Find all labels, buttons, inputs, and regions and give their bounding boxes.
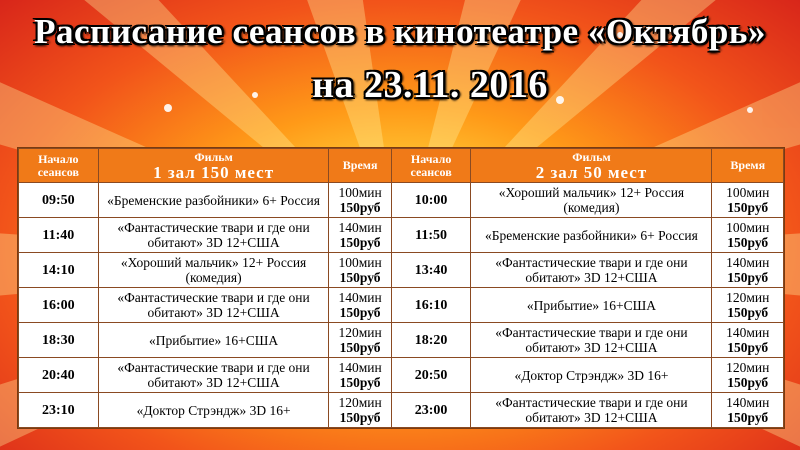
table-row <box>19 393 784 428</box>
duration-price-cell <box>712 393 784 428</box>
price: 150руб <box>727 235 769 250</box>
session-time: 14:10 <box>19 253 99 288</box>
duration: 140мин <box>726 395 770 410</box>
price: 150руб <box>339 200 381 215</box>
duration-price-cell <box>329 323 391 358</box>
duration: 120мин <box>726 360 770 375</box>
duration: 120мин <box>338 325 382 340</box>
duration: 140мин <box>726 255 770 270</box>
table-row <box>19 253 784 288</box>
page-date: на 23.11. 2016 <box>312 64 548 106</box>
film-title: «Бременские разбойники» 6+ Россия <box>98 183 329 218</box>
film-title: «Бременские разбойники» 6+ Россия <box>471 218 712 253</box>
schedule-table <box>17 147 785 429</box>
session-time: 13:40 <box>391 253 471 288</box>
price: 150руб <box>339 375 381 390</box>
duration-price-cell <box>329 253 391 288</box>
film-title: «Фантастические твари и где они обитают» 3D 12+США <box>471 253 712 288</box>
duration-price-cell <box>712 218 784 253</box>
price: 150руб <box>339 270 381 285</box>
film-title: «Прибытие» 16+США <box>471 288 712 323</box>
duration: 100мин <box>726 185 770 200</box>
duration-price-cell <box>329 393 391 428</box>
header-film-hall2 <box>471 149 712 183</box>
duration-price-cell <box>712 358 784 393</box>
session-time: 18:20 <box>391 323 471 358</box>
duration: 120мин <box>726 290 770 305</box>
header-time-hall2: Время <box>712 149 784 183</box>
page-title: Расписание сеансов в кинотеатре «Октябрь» <box>34 12 766 51</box>
session-time: 20:40 <box>19 358 99 393</box>
table-row <box>19 323 784 358</box>
session-time: 16:10 <box>391 288 471 323</box>
film-title: «Хороший мальчик» 12+ Россия (комедия) <box>98 253 329 288</box>
header-hall1: 1 зал 150 мест <box>153 162 275 182</box>
duration-price-cell <box>329 358 391 393</box>
duration: 100мин <box>338 185 382 200</box>
price: 150руб <box>727 200 769 215</box>
film-title: «Прибытие» 16+США <box>98 323 329 358</box>
film-title: «Фантастические твари и где они обитают» 3D 12+США <box>98 218 329 253</box>
duration-price-cell <box>329 218 391 253</box>
film-title: «Фантастические твари и где они обитают» 3D 12+США <box>471 393 712 428</box>
header-hall2: 2 зал 50 мест <box>535 162 648 182</box>
duration-price-cell <box>712 323 784 358</box>
price: 150руб <box>727 410 769 425</box>
table-row <box>19 183 784 218</box>
price: 150руб <box>727 270 769 285</box>
session-time: 20:50 <box>391 358 471 393</box>
header-film-label: Фильм <box>572 149 611 164</box>
price: 150руб <box>727 375 769 390</box>
duration-price-cell <box>712 183 784 218</box>
price: 150руб <box>339 305 381 320</box>
header-start-hall1: Начало сеансов <box>19 149 99 183</box>
session-time: 23:00 <box>391 393 471 428</box>
duration: 140мин <box>338 360 382 375</box>
header-film-hall1 <box>98 149 329 183</box>
duration: 100мин <box>338 255 382 270</box>
header-start-hall2: Начало сеансов <box>391 149 471 183</box>
price: 150руб <box>339 235 381 250</box>
duration: 120мин <box>338 395 382 410</box>
header-time-hall1: Время <box>329 149 391 183</box>
session-time: 16:00 <box>19 288 99 323</box>
duration: 140мин <box>338 220 382 235</box>
duration-price-cell <box>329 183 391 218</box>
film-title: «Фантастические твари и где они обитают» 3D 12+США <box>471 323 712 358</box>
header-film-label: Фильм <box>194 149 233 164</box>
session-time: 11:40 <box>19 218 99 253</box>
film-title: «Фантастические твари и где они обитают» 3D 12+США <box>98 358 329 393</box>
session-time: 23:10 <box>19 393 99 428</box>
duration-price-cell <box>329 288 391 323</box>
price: 150руб <box>727 305 769 320</box>
session-time: 09:50 <box>19 183 99 218</box>
price: 150руб <box>339 340 381 355</box>
table-row <box>19 358 784 393</box>
session-time: 18:30 <box>19 323 99 358</box>
price: 150руб <box>339 410 381 425</box>
film-title: «Доктор Стрэндж» 3D 16+ <box>98 393 329 428</box>
duration: 140мин <box>726 325 770 340</box>
table-row <box>19 288 784 323</box>
table-row <box>19 218 784 253</box>
price: 150руб <box>727 340 769 355</box>
session-time: 11:50 <box>391 218 471 253</box>
film-title: «Доктор Стрэндж» 3D 16+ <box>471 358 712 393</box>
duration: 140мин <box>338 290 382 305</box>
film-title: «Фантастические твари и где они обитают» 3D 12+США <box>98 288 329 323</box>
duration-price-cell <box>712 288 784 323</box>
duration: 100мин <box>726 220 770 235</box>
duration-price-cell <box>712 253 784 288</box>
session-time: 10:00 <box>391 183 471 218</box>
film-title: «Хороший мальчик» 12+ Россия (комедия) <box>471 183 712 218</box>
